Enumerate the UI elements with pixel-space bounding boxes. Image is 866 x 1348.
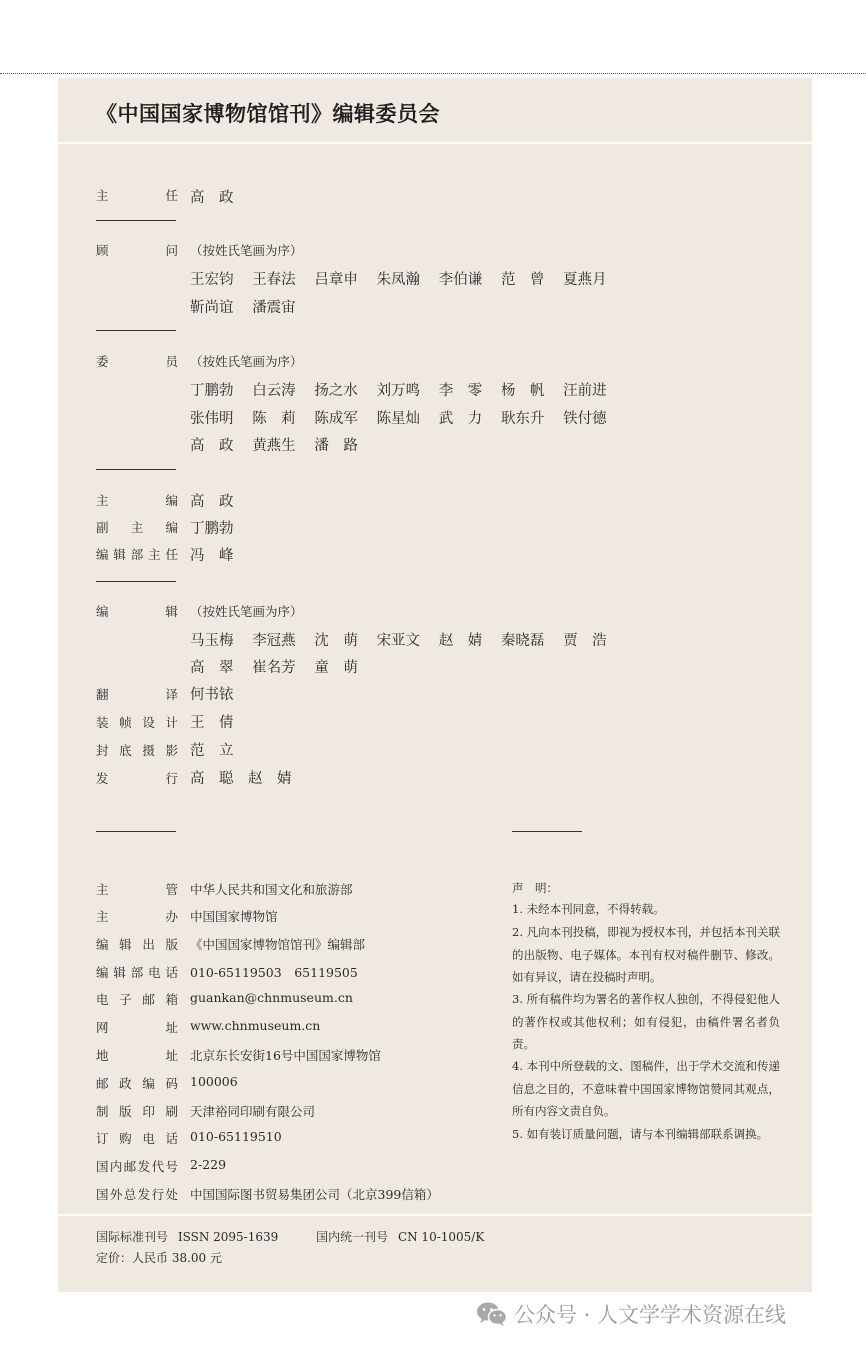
- declaration-item: 4. 本刊中所登载的文、图稿件，出于学术交流和传递信息之目的，不意味着中国国家博物馆赞同其观点，所有内容文责自负。: [512, 1059, 780, 1118]
- info-label: 网址: [96, 1020, 178, 1035]
- member-name: 陈星灿: [376, 411, 421, 427]
- advisors-note: （按姓氏笔画为序）: [190, 243, 303, 258]
- editor-name: 赵 婧: [438, 633, 483, 649]
- advisors-row: [190, 268, 625, 289]
- translator-label: 翻译: [96, 687, 178, 702]
- advisors-label: 顾问: [96, 243, 178, 258]
- member-name: 杨 帆: [500, 383, 545, 399]
- info-label: 国内邮发代号: [96, 1159, 178, 1174]
- info-label: 编辑出版: [96, 937, 178, 952]
- member-name: 高 政: [190, 438, 234, 454]
- website-value[interactable]: www.chnmuseum.cn: [190, 1018, 321, 1033]
- info-label: 订购电话: [96, 1131, 178, 1146]
- distribution-value: 高 聪 赵 婧: [190, 771, 292, 787]
- member-name: 白云涛: [252, 383, 296, 399]
- declaration-item: 5. 如有装订质量问题，请与本刊编辑部联系调换。: [512, 1127, 769, 1141]
- editors-row: [190, 629, 625, 650]
- editor-name: 马玉梅: [190, 633, 234, 649]
- editor-name: 童 萌: [314, 660, 358, 676]
- issn-label: 国际标准刊号: [96, 1230, 169, 1244]
- design-label: 装帧设计: [96, 715, 178, 730]
- price: 定价：人民币 38.00 元: [96, 1251, 222, 1265]
- editors-label: 编辑: [96, 604, 178, 619]
- info-label: 制版印刷: [96, 1104, 178, 1119]
- editor-name: 崔名芳: [252, 660, 296, 676]
- member-name: 扬之水: [314, 383, 358, 399]
- member-name: 铁付德: [563, 411, 607, 427]
- member-name: 丁鹏勃: [190, 383, 234, 399]
- advisor-name: 李伯谦: [438, 272, 483, 288]
- advisor-name: 吕章申: [314, 272, 358, 288]
- info-value: 天津裕同印刷有限公司: [190, 1104, 316, 1119]
- footer-divider: [58, 1214, 812, 1216]
- members-note: （按姓氏笔画为序）: [190, 354, 303, 369]
- editor-name: 李冠燕: [252, 633, 296, 649]
- deputy-editor-label: 副主编: [96, 520, 178, 535]
- translator-value: 何书铱: [190, 687, 234, 703]
- info-value: 《中国国家博物馆馆刊》编辑部: [190, 937, 366, 952]
- info-label: 电子邮箱: [96, 992, 178, 1007]
- info-value: 中国国家博物馆: [190, 909, 278, 924]
- info-value: 中华人民共和国文化和旅游部: [190, 882, 353, 897]
- info-value: 010-65119510: [190, 1129, 282, 1144]
- advisor-name: 王宏钧: [190, 272, 234, 288]
- info-label: 主办: [96, 909, 178, 924]
- cover-photo-label: 封底摄影: [96, 743, 178, 758]
- section-rule: [96, 220, 176, 221]
- advisor-name: 夏燕月: [563, 272, 607, 288]
- top-dotted-divider: [0, 73, 866, 74]
- info-value: 100006: [190, 1074, 238, 1089]
- editor-name: 高 翠: [190, 660, 234, 676]
- wechat-watermark: [476, 1299, 786, 1329]
- member-name: 黄燕生: [252, 438, 296, 454]
- editor-name: 沈 萌: [314, 633, 358, 649]
- member-name: 武 力: [438, 411, 483, 427]
- declaration-item: 3. 所有稿件均为署名的著作权人独创，不得侵犯他人的著作权或其他权利；如有侵犯，由稿件署名者负责。: [512, 992, 780, 1051]
- section-rule: [96, 831, 176, 832]
- member-name: 陈 莉: [252, 411, 296, 427]
- editor-name: 贾 浩: [563, 633, 607, 649]
- issn-line: [96, 1228, 490, 1245]
- info-label: 邮政编码: [96, 1076, 178, 1091]
- advisors-row: [190, 296, 314, 317]
- office-director-label: 编辑部主任: [96, 547, 178, 562]
- member-name: 潘 路: [314, 438, 358, 454]
- issn-value: ISSN 2095-1639: [177, 1230, 279, 1244]
- member-name: 陈成军: [314, 411, 358, 427]
- info-value: 010-65119503 65119505: [190, 965, 358, 980]
- editors-row: [190, 656, 377, 677]
- editor-name: 宋亚文: [376, 633, 421, 649]
- director-label: 主任: [96, 188, 178, 203]
- advisor-name: 朱凤瀚: [376, 272, 421, 288]
- editors-note: （按姓氏笔画为序）: [190, 604, 303, 619]
- advisor-name: 范 曾: [500, 272, 545, 288]
- declaration-title: 声 明：: [512, 881, 558, 895]
- members-label: 委员: [96, 354, 178, 369]
- member-name: 张伟明: [190, 411, 234, 427]
- title-divider: [58, 142, 812, 144]
- info-value: 中国国际图书贸易集团公司（北京399信箱）: [190, 1187, 439, 1202]
- wechat-icon: [476, 1301, 508, 1327]
- member-name: 耿东升: [500, 411, 545, 427]
- distribution-label: 发行: [96, 771, 178, 786]
- section-rule: [96, 581, 176, 582]
- member-name: 李 零: [438, 383, 483, 399]
- email-value[interactable]: guankan@chnmuseum.cn: [190, 990, 353, 1005]
- cn-value: CN 10-1005/K: [397, 1230, 485, 1244]
- member-name: 汪前进: [563, 383, 607, 399]
- deputy-editor-value: 丁鹏勃: [190, 521, 234, 537]
- cn-label: 国内统一刊号: [316, 1230, 389, 1244]
- watermark-text: 公众号 · 人文学学术资源在线: [514, 1303, 787, 1327]
- info-value: 2-229: [190, 1157, 227, 1172]
- declaration-rule: [512, 831, 582, 832]
- info-label: 编辑部电话: [96, 965, 178, 980]
- declaration-item: 2. 凡向本刊投稿，即视为授权本刊，并包括本刊关联的出版物、电子媒体。本刊有权对稿件删节、修改。如有异议，请在投稿时声明。: [512, 925, 780, 984]
- declaration-item: 1. 未经本刊同意，不得转载。: [512, 902, 665, 916]
- info-label: 国外总发行处: [96, 1187, 178, 1202]
- chief-editor-label: 主编: [96, 493, 178, 508]
- advisor-name: 靳尚谊: [190, 300, 234, 316]
- section-rule: [96, 330, 176, 331]
- member-name: 刘万鸣: [376, 383, 421, 399]
- members-row: [190, 434, 377, 455]
- info-value: 北京东长安街16号中国国家博物馆: [190, 1048, 381, 1063]
- cover-photo-value: 范 立: [190, 743, 234, 759]
- members-row: [190, 407, 625, 428]
- info-label: 地址: [96, 1048, 178, 1063]
- info-label: 主管: [96, 882, 178, 897]
- director-value: 高 政: [190, 190, 234, 206]
- advisor-name: 潘震宙: [252, 300, 296, 316]
- advisor-name: 王春法: [252, 272, 296, 288]
- design-value: 王 倩: [190, 715, 234, 731]
- page-title: 《中国国家博物馆馆刊》编辑委员会: [96, 101, 440, 126]
- section-rule: [96, 469, 176, 470]
- office-director-value: 冯 峰: [190, 548, 234, 564]
- editor-name: 秦晓磊: [500, 633, 545, 649]
- chief-editor-value: 高 政: [190, 494, 234, 510]
- members-row: [190, 379, 625, 400]
